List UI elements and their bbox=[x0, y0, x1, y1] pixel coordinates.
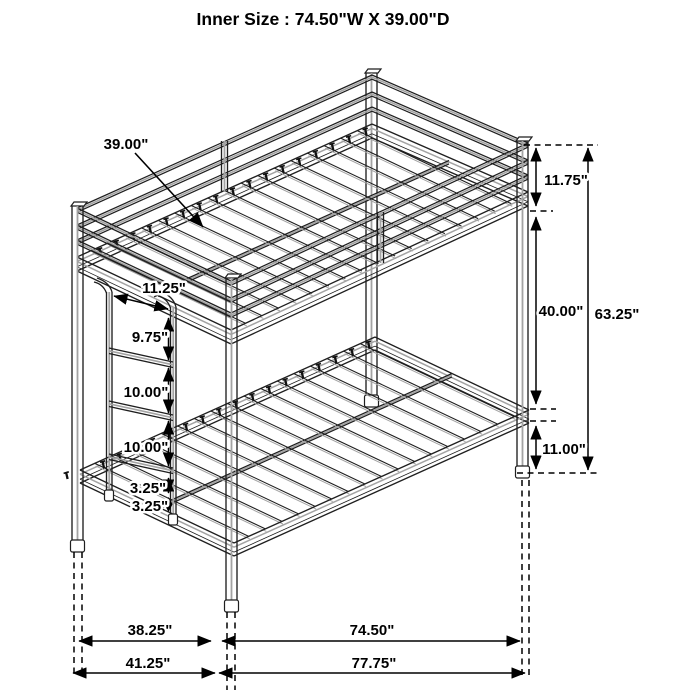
dim-label-ladder-bottom-gap-2: 3.25" bbox=[131, 498, 169, 515]
dim-label-overall-depth: 41.25" bbox=[125, 655, 171, 672]
dim-label-inner-width: 74.50" bbox=[349, 622, 395, 639]
dim-label-ladder-bottom-gap-1: 3.25" bbox=[129, 480, 167, 497]
dim-label-bottom-clearance: 11.00" bbox=[542, 441, 586, 458]
diagram-title: Inner Size : 74.50"W X 39.00"D bbox=[196, 9, 450, 29]
dim-label-ladder-width: 11.25" bbox=[142, 280, 186, 297]
dim-label-footprint-depth: 38.25" bbox=[127, 622, 173, 639]
dim-label-bunk-gap-height: 40.00" bbox=[538, 303, 584, 320]
dim-label-inner-depth: 39.00" bbox=[103, 136, 149, 153]
dim-label-ladder-rung-gap-2: 10.00" bbox=[123, 439, 169, 456]
dim-label-ladder-rung-gap-1: 10.00" bbox=[123, 384, 169, 401]
dim-label-overall-width: 77.75" bbox=[351, 655, 397, 672]
dim-label-ladder-top-gap: 9.75" bbox=[131, 329, 169, 346]
dim-label-overall-height: 63.25" bbox=[594, 306, 640, 323]
dim-label-guardrail-height: 11.75" bbox=[544, 172, 588, 189]
